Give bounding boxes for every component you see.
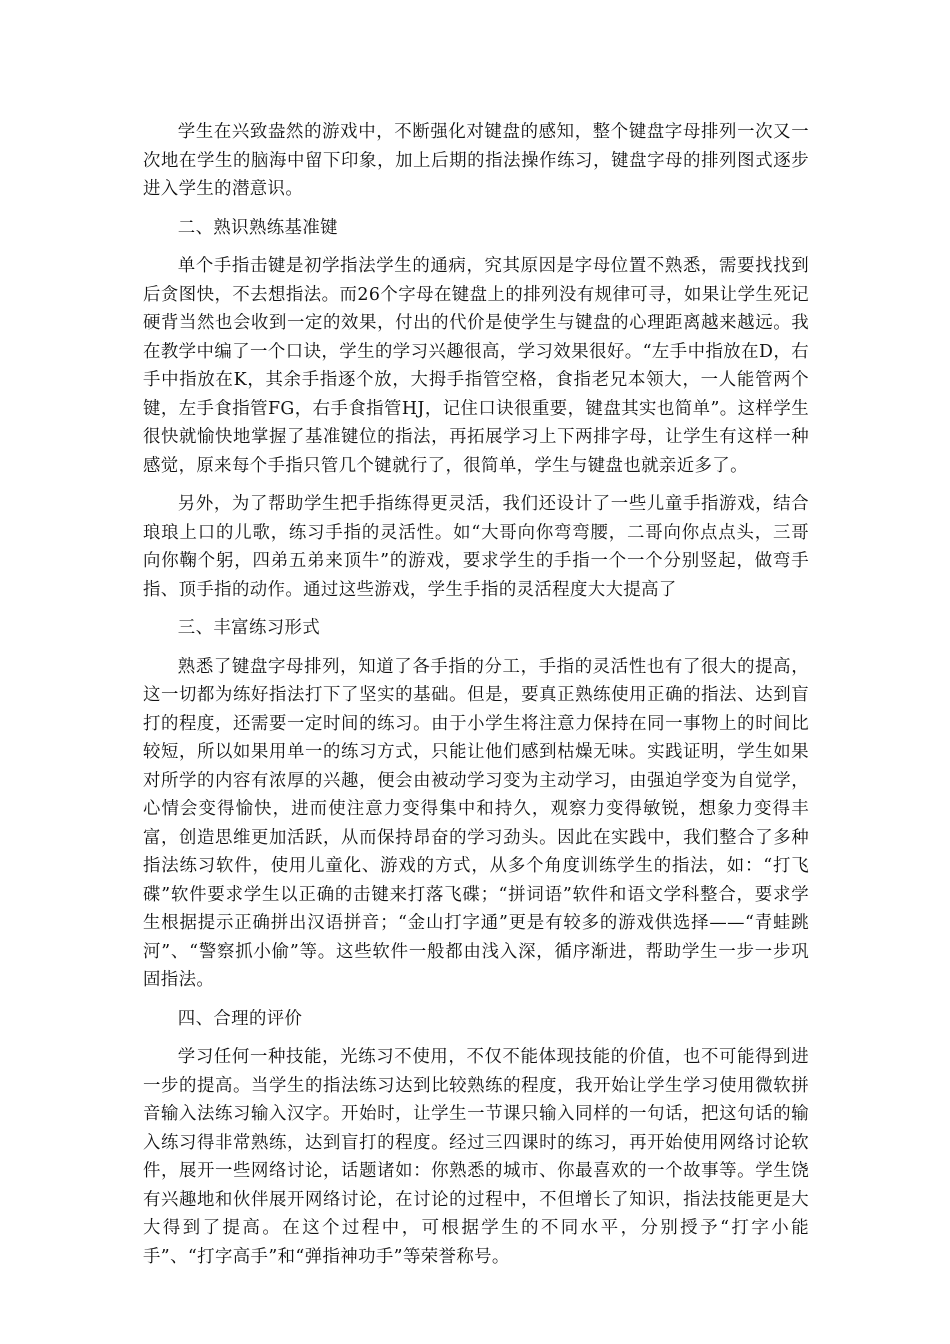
heading-section-4: 四、合理的评价 <box>177 1008 303 1029</box>
document-page <box>143 118 809 1271</box>
heading-section-2: 二、熟识熟练基准键 <box>177 217 338 238</box>
heading-section-3: 三、丰富练习形式 <box>177 618 321 638</box>
paragraph-intro: 学生在兴致盎然的游戏中，不断强化对键盘的感知，整个键盘字母排列一次又一次地在学生的脑海中留下印象，加上后期的指法操作练习，键盘字母的排列图式逐步进入学生的潜意识。 <box>143 122 809 199</box>
paragraph-base-keys: 单个手指击键是初学指法学生的通病，究其原因是字母位置不熟悉，需要找找到后贪图快，不去想指法。而26个字母在键盘上的排列没有规律可寻，如果让学生死记硬背当然也会收到一定的效果，付出的代价是使学生与键盘的心理距离越来越远。我在教学中编了一个口诀，学生的学习兴趣很高，学习效果很好。“左手中指放在D，右手中指放在K，其余手指逐个放，大拇手指管空格，食指老兄本领大，一人能管两个键，左手食指管FG，右手食指管HJ，记住口诀很重要，键盘其实也简单”。这样学生很快就愉快地掌握了基准键位的指法，再拓展学习上下两排字母，让学生有这样一种感觉，原来每个手指只管几个键就行了，很简单，学生与键盘也就亲近多了。 <box>143 256 809 476</box>
paragraph-finger-games: 另外，为了帮助学生把手指练得更灵活，我们还设计了一些儿童手指游戏，结合琅琅上口的儿歌，练习手指的灵活性。如“大哥向你弯弯腰，二哥向你点点头，三哥向你鞠个躬，四弟五弟来顶牛”的游戏，要求学生的手指一个一个分别竖起，做弯手指、顶手指的动作。通过这些游戏，学生手指的灵活程度大大提高了 <box>143 494 809 600</box>
paragraph-practice-forms: 熟悉了键盘字母排列，知道了各手指的分工，手指的灵活性也有了很大的提高，这一切都为练好指法打下了坚实的基础。但是，要真正熟练使用正确的指法、达到盲打的程度，还需要一定时间的练习。由于小学生将注意力保持在同一事物上的时间比较短，所以如果用单一的练习方式，只能让他们感到枯燥无味。实践证明，学生如果对所学的内容有浓厚的兴趣，便会由被动学习变为主动学习，由强迫学变为自觉学，心情会变得愉快，进而使注意力变得集中和持久，观察力变得敏锐，想象力变得丰富，创造思维更加活跃，从而保持昂奋的学习劲头。因此在实践中，我们整合了多种指法练习软件，使用儿童化、游戏的方式，从多个角度训练学生的指法，如：“打飞碟”软件要求学生以正确的击键来打落飞碟；“拼词语”软件和语文学科整合，要求学生根据提示正确拼出汉语拼音；“金山打字通”更是有较多的游戏供选择——“青蛙跳河”、“警察抓小偷”等。这些软件一般都由浅入深，循序渐进，帮助学生一步一步巩固指法。 <box>143 656 809 990</box>
paragraph-evaluation: 学习任何一种技能，光练习不使用，不仅不能体现技能的价值，也不可能得到进一步的提高。当学生的指法练习达到比较熟练的程度，我开始让学生学习使用微软拼音输入法练习输入汉字。开始时，让学生一节课只输入同样的一句话，把这句话的输入练习得非常熟练，达到盲打的程度。经过三四课时的练习，再开始使用网络讨论软件，展开一些网络讨论，话题诸如：你熟悉的城市、你最喜欢的一个故事等。学生饶有兴趣地和伙伴展开网络讨论，在讨论的过程中，不但增长了知识，指法技能更是大大得到了提高。在这个过程中，可根据学生的不同水平，分别授予“打字小能手”、“打字高手”和“弹指神功手”等荣誉称号。 <box>143 1047 809 1267</box>
